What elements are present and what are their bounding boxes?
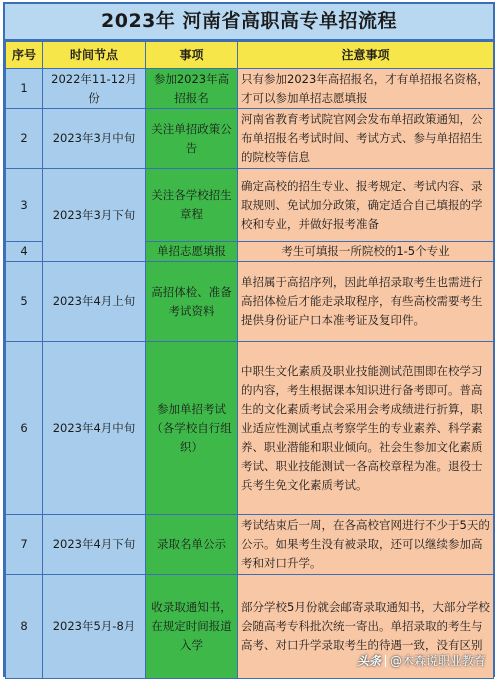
row-item: 参加2023年高招报名	[146, 69, 238, 109]
row-note: 考生可填报一所院校的1-5个专业	[238, 242, 494, 262]
watermark-text: @木森说职业教育	[389, 654, 486, 668]
row-no: 6	[6, 342, 43, 515]
table-row	[6, 69, 494, 109]
row-note: 考试结束后一周，在各高校官网进行不少于5天的公示。如果考生没有被录取，还可以继续参加高考和对口升学。	[238, 515, 494, 575]
row-item: 录取名单公示	[146, 515, 238, 575]
table-row	[6, 169, 494, 242]
row-item: 单招志愿填报	[146, 242, 238, 262]
row-item: 收录取通知书，在规定时间报道入学	[146, 575, 238, 679]
row-time: 2023年3月下旬	[43, 169, 146, 262]
table-row	[6, 342, 494, 515]
row-time: 2023年4月下旬	[43, 515, 146, 575]
table-row	[6, 109, 494, 169]
watermark	[357, 652, 486, 669]
row-no: 3	[6, 169, 43, 242]
row-time: 2023年4月中旬	[43, 342, 146, 515]
row-time: 2023年4月上旬	[43, 262, 146, 342]
row-item: 参加单招考试（各学校自行组织）	[146, 342, 238, 515]
row-note: 中职生文化素质及职业技能测试范围即在校学习的内容，考生根据课本知识进行备考即可。普高生的文化素质考试会采用会考成绩进行折算，职业适应性测试重点考察学生的专业素养、科学素养、职业潜能和职业倾向。社会生参加文化素质考试、职业技能测试一各高校章程为准。退役士兵考生免文化素质考试。	[238, 342, 494, 515]
watermark-divider	[385, 655, 386, 667]
row-note: 确定高校的招生专业、报考规定、考试内容、录取规则、免试加分政策，确定适合自己填报的学校和专业，并做好报考准备	[238, 169, 494, 242]
row-time: 2022年11-12月份	[43, 69, 146, 109]
row-no: 4	[6, 242, 43, 262]
header-time: 时间节点	[43, 42, 146, 69]
row-no: 1	[6, 69, 43, 109]
table-row	[6, 515, 494, 575]
row-time: 2023年3月中旬	[43, 109, 146, 169]
row-item: 关注各学校招生章程	[146, 169, 238, 242]
header-note: 注意事项	[238, 42, 494, 69]
row-note: 单招属于高招序列，因此单招录取考生也需进行高招体检后才能走录取程序，有些高校需要考生提供身份证户口本准考证及复印件。	[238, 262, 494, 342]
row-no: 2	[6, 109, 43, 169]
table-row	[6, 262, 494, 342]
row-note: 河南省教育考试院官网会发布单招政策通知，公布单招报名考试时间、考试方式、参与单招招生的院校等信息	[238, 109, 494, 169]
row-item: 关注单招政策公告	[146, 109, 238, 169]
flow-table-sheet	[3, 2, 495, 677]
flow-table	[5, 41, 494, 679]
row-no: 8	[6, 575, 43, 679]
row-item: 高招体检、准备考试资料	[146, 262, 238, 342]
table-header-row	[6, 42, 494, 69]
header-no: 序号	[6, 42, 43, 69]
row-no: 5	[6, 262, 43, 342]
watermark-logo: 头条	[356, 654, 381, 668]
row-note: 部分学校5月份就会邮寄录取通知书，大部分学校会随高考专科批次统一寄出。单招录取的考生与高考、对口升学录取考生的待遇一致，没有区别	[238, 575, 494, 679]
row-no: 7	[6, 515, 43, 575]
row-time: 2023年5月-8月	[43, 575, 146, 679]
row-note: 只有参加2023年高招报名，才有单招报名资格，才可以参加单招志愿填报	[238, 69, 494, 109]
header-item: 事项	[146, 42, 238, 69]
page-title: 2023年 河南省高职高专单招流程	[5, 4, 493, 41]
